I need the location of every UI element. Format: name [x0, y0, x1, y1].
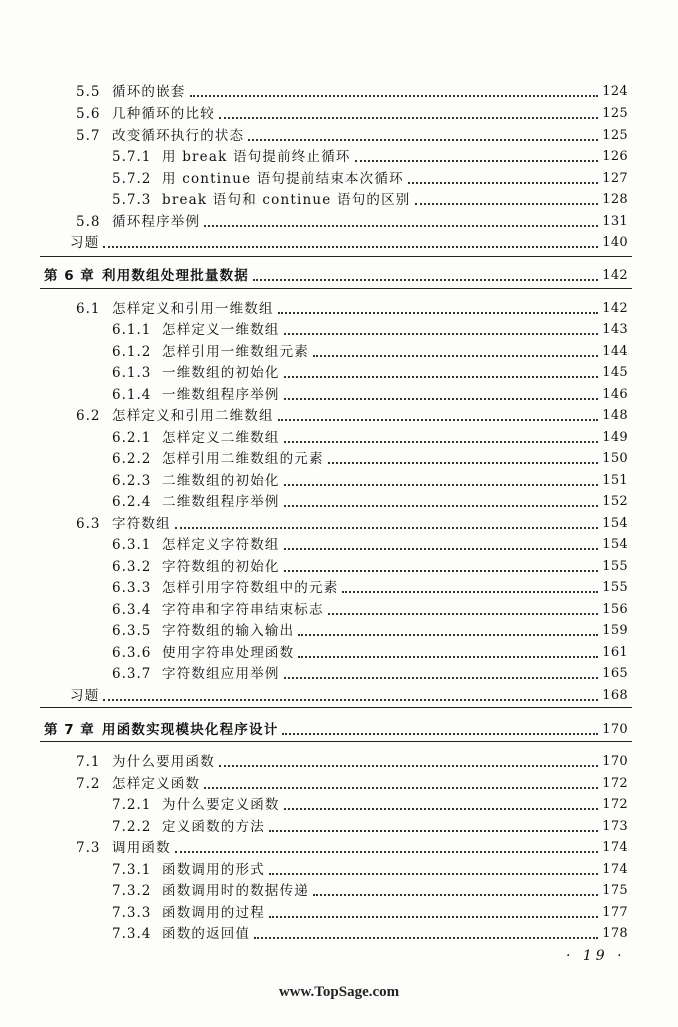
toc-entry-number: 6.1.3 [112, 365, 152, 381]
toc-entry-title: 怎样定义二维数组 [162, 430, 280, 446]
dot-leader [190, 94, 599, 97]
toc-entry-title: 函数调用的过程 [162, 905, 265, 921]
toc-entry-title: 用 continue 语句提前结束本次循环 [162, 171, 404, 187]
toc-entry-number: 5.6 [76, 106, 101, 122]
toc-entry-number: 6.3.2 [112, 559, 152, 575]
toc-entry-number: 7.2 [76, 776, 101, 792]
toc-entry [112, 793, 628, 813]
toc-entry-page: 155 [602, 559, 628, 574]
toc-entry-title: 怎样定义一维数组 [162, 322, 280, 338]
toc-entry-title: 为什么要用函数 [112, 754, 215, 770]
toc-entry-page: 146 [602, 387, 628, 402]
toc-entry-number: 5.8 [76, 214, 101, 230]
dot-leader [103, 245, 598, 248]
toc-entry [70, 684, 628, 704]
toc-entry-number: 6.3 [76, 516, 101, 532]
toc-entry [112, 361, 628, 381]
dot-leader [408, 181, 598, 184]
toc-entry-number: 7.1 [76, 754, 101, 770]
toc-entry-page: 154 [602, 537, 628, 552]
dot-leader [284, 440, 599, 443]
toc-entry-number: 6.3.4 [112, 602, 152, 618]
toc-entry-number: 6.2 [76, 408, 101, 424]
toc-entry-number: 6.3.1 [112, 537, 152, 553]
toc-entry [76, 404, 628, 424]
dot-leader [328, 461, 599, 464]
toc-entry-page: 143 [602, 322, 628, 337]
dot-leader [269, 915, 598, 918]
dot-leader [355, 159, 599, 162]
toc-entry-title: 用函数实现模块化程序设计 [102, 722, 279, 738]
toc-entry [112, 533, 628, 553]
toc-entry [112, 879, 628, 899]
dot-leader [103, 698, 598, 701]
toc-chapter-entry [44, 718, 628, 738]
dot-leader [298, 655, 598, 658]
dot-leader [175, 850, 598, 853]
toc-entry-page: 154 [602, 516, 628, 531]
toc-entry-title: 函数调用时的数据传递 [162, 883, 309, 899]
toc-entry-page: 126 [602, 149, 628, 164]
toc-entry-number: 7.2.2 [112, 819, 152, 835]
toc-entry-page: 156 [602, 602, 628, 617]
toc-entry-title: 字符数组的输入输出 [162, 623, 295, 639]
chapter-divider-rule [40, 707, 632, 708]
toc-entry-title: 习题 [70, 235, 100, 251]
toc-entry [112, 555, 628, 575]
toc-entry [112, 426, 628, 446]
toc-entry-title: 怎样定义和引用一维数组 [112, 301, 274, 317]
toc-entry-number: 第 6 章 [44, 268, 95, 284]
toc-entry-number: 6.1.4 [112, 387, 152, 403]
chapter-divider-rule [40, 741, 632, 742]
dot-leader [254, 936, 598, 939]
dot-leader [248, 138, 598, 141]
dot-leader [284, 569, 599, 572]
dot-leader [282, 732, 598, 735]
dot-leader [219, 764, 598, 767]
toc-entry-page: 155 [602, 580, 628, 595]
toc-entry-title: 怎样定义字符数组 [162, 537, 280, 553]
dot-leader [204, 786, 598, 789]
toc-entry-number: 5.7.2 [112, 171, 152, 187]
toc-entry [112, 340, 628, 360]
dot-leader [284, 547, 599, 550]
dot-leader [278, 418, 599, 421]
toc-entry-page: 165 [602, 666, 628, 681]
toc-entry-number: 7.3.1 [112, 862, 152, 878]
toc-entry-number: 7.3.2 [112, 883, 152, 899]
dot-leader [342, 590, 598, 593]
toc-entry [76, 512, 628, 532]
toc-entry-page: 174 [602, 862, 628, 877]
dot-leader [284, 676, 599, 679]
dot-leader [175, 526, 598, 529]
toc-entry-page: 124 [602, 84, 628, 99]
toc-entry-number: 7.2.1 [112, 797, 152, 813]
page-number: · 19 · [566, 948, 626, 964]
dot-leader [253, 278, 598, 281]
toc-entry-page: 161 [602, 645, 628, 660]
toc-entry-page: 178 [602, 926, 628, 941]
toc-entry-title: 怎样定义和引用二维数组 [112, 408, 274, 424]
dot-leader [284, 375, 599, 378]
toc-entry-page: 152 [602, 494, 628, 509]
toc-entry-page: 142 [602, 301, 628, 316]
toc-entry-page: 177 [602, 905, 628, 920]
toc-entry-title: 字符数组 [112, 516, 171, 532]
toc-entry-title: 二维数组的初始化 [162, 473, 280, 489]
toc-entry-page: 172 [602, 797, 628, 812]
toc-entry-number: 6.3.7 [112, 666, 152, 682]
toc-entry [112, 490, 628, 510]
toc-entry-title: 二维数组程序举例 [162, 494, 280, 510]
toc-entry-number: 5.7.1 [112, 149, 152, 165]
toc-entry [112, 858, 628, 878]
toc-entry-title: 字符串和字符串结束标志 [162, 602, 324, 618]
toc-entry-number: 5.7 [76, 128, 101, 144]
toc-entry [76, 102, 628, 122]
toc-entry-page: 170 [602, 722, 628, 737]
toc-entry-number: 第 7 章 [44, 722, 95, 738]
toc-entry-number: 7.3.3 [112, 905, 152, 921]
toc-entry-title: 一维数组程序举例 [162, 387, 280, 403]
toc-entry-title: 函数调用的形式 [162, 862, 265, 878]
dot-leader [204, 224, 598, 227]
toc-entry-page: 140 [602, 235, 628, 250]
toc-entry [76, 750, 628, 770]
toc-entry-page: 145 [602, 365, 628, 380]
toc-entry [112, 447, 628, 467]
toc-entry-title: 改变循环执行的状态 [112, 128, 245, 144]
toc-entry [76, 772, 628, 792]
toc-entry [76, 80, 628, 100]
toc-entry-number: 6.1.1 [112, 322, 152, 338]
toc-entry-number: 6.2.4 [112, 494, 152, 510]
toc-entry-number: 6.1 [76, 301, 101, 317]
toc-entry-title: 怎样定义函数 [112, 776, 201, 792]
toc-entry-title: 怎样引用字符数组中的元素 [162, 580, 339, 596]
toc-entry-number: 6.3.6 [112, 645, 152, 661]
toc-entry [112, 922, 628, 942]
toc-entry-title: 用 break 语句提前终止循环 [162, 149, 351, 165]
dot-leader [298, 633, 598, 636]
toc-entry [112, 469, 628, 489]
toc-entry [112, 662, 628, 682]
toc-entry-title: 循环程序举例 [112, 214, 201, 230]
toc-chapter-entry [44, 264, 628, 284]
dot-leader [313, 354, 598, 357]
toc-entry-number: 6.3.3 [112, 580, 152, 596]
dot-leader [328, 612, 599, 615]
toc-entry-page: 175 [602, 883, 628, 898]
chapter-divider-rule [40, 256, 632, 257]
toc-entry-number: 6.1.2 [112, 344, 152, 360]
watermark-url: www.TopSage.com [278, 984, 400, 1000]
toc-entry-page: 151 [602, 473, 628, 488]
toc-entry-number: 6.2.1 [112, 430, 152, 446]
toc-entry-title: 定义函数的方法 [162, 819, 265, 835]
dot-leader [313, 893, 598, 896]
toc-entry-number: 5.5 [76, 84, 101, 100]
toc-entry-title: 调用函数 [112, 840, 171, 856]
toc-entry-page: 170 [602, 754, 628, 769]
toc-entry-page: 131 [602, 214, 628, 229]
toc-entry-page: 128 [602, 192, 628, 207]
dot-leader [269, 872, 598, 875]
toc-entry [112, 619, 628, 639]
toc-entry-page: 149 [602, 430, 628, 445]
toc-entry-title: break 语句和 continue 语句的区别 [162, 192, 411, 208]
toc-entry-number: 5.7.3 [112, 192, 152, 208]
toc-entry [112, 598, 628, 618]
toc-entry [112, 576, 628, 596]
toc-entry-title: 循环的嵌套 [112, 84, 186, 100]
toc-entry-title: 字符数组的初始化 [162, 559, 280, 575]
dot-leader [219, 116, 598, 119]
toc-entry [112, 641, 628, 661]
toc-entry [112, 383, 628, 403]
dot-leader [284, 504, 599, 507]
dot-leader [284, 807, 599, 810]
toc-entry [76, 124, 628, 144]
toc-entry-title: 一维数组的初始化 [162, 365, 280, 381]
toc-entry-number: 6.2.2 [112, 451, 152, 467]
toc-entry-page: 174 [602, 840, 628, 855]
toc-entry-page: 173 [602, 819, 628, 834]
toc-entry-number: 6.3.5 [112, 623, 152, 639]
toc-entry-number: 7.3 [76, 840, 101, 856]
dot-leader [415, 202, 599, 205]
toc-entry-title: 怎样引用二维数组的元素 [162, 451, 324, 467]
toc-entry-page: 159 [602, 623, 628, 638]
toc-entry-number: 7.3.4 [112, 926, 152, 942]
toc-entry [112, 318, 628, 338]
toc-entry [112, 815, 628, 835]
toc-entry-page: 125 [602, 106, 628, 121]
toc-entry-title: 几种循环的比较 [112, 106, 215, 122]
toc-entry [76, 297, 628, 317]
toc-entry-title: 函数的返回值 [162, 926, 251, 942]
toc-entry-page: 127 [602, 171, 628, 186]
dot-leader [284, 332, 599, 335]
toc-entry-title: 字符数组应用举例 [162, 666, 280, 682]
toc-entry-page: 142 [602, 268, 628, 283]
toc-entry-title: 为什么要定义函数 [162, 797, 280, 813]
dot-leader [284, 483, 599, 486]
toc-entry-page: 172 [602, 776, 628, 791]
dot-leader [278, 311, 599, 314]
toc-entry-title: 习题 [70, 688, 100, 704]
toc-entry [112, 188, 628, 208]
dot-leader [284, 397, 599, 400]
toc-entry-page: 150 [602, 451, 628, 466]
chapter-divider-rule [40, 288, 632, 289]
toc-entry-page: 125 [602, 128, 628, 143]
toc-entry-title: 使用字符串处理函数 [162, 645, 295, 661]
toc-entry-number: 6.2.3 [112, 473, 152, 489]
toc-entry [112, 145, 628, 165]
toc-entry-page: 168 [602, 688, 628, 703]
dot-leader [269, 829, 598, 832]
toc-entry-page: 148 [602, 408, 628, 423]
toc-entry [76, 836, 628, 856]
toc-entry-title: 利用数组处理批量数据 [102, 268, 249, 284]
toc-entry-page: 144 [602, 344, 628, 359]
toc-entry [76, 210, 628, 230]
toc-entry [70, 231, 628, 251]
toc-entry-title: 怎样引用一维数组元素 [162, 344, 309, 360]
toc-entry [112, 901, 628, 921]
toc-entry [112, 167, 628, 187]
